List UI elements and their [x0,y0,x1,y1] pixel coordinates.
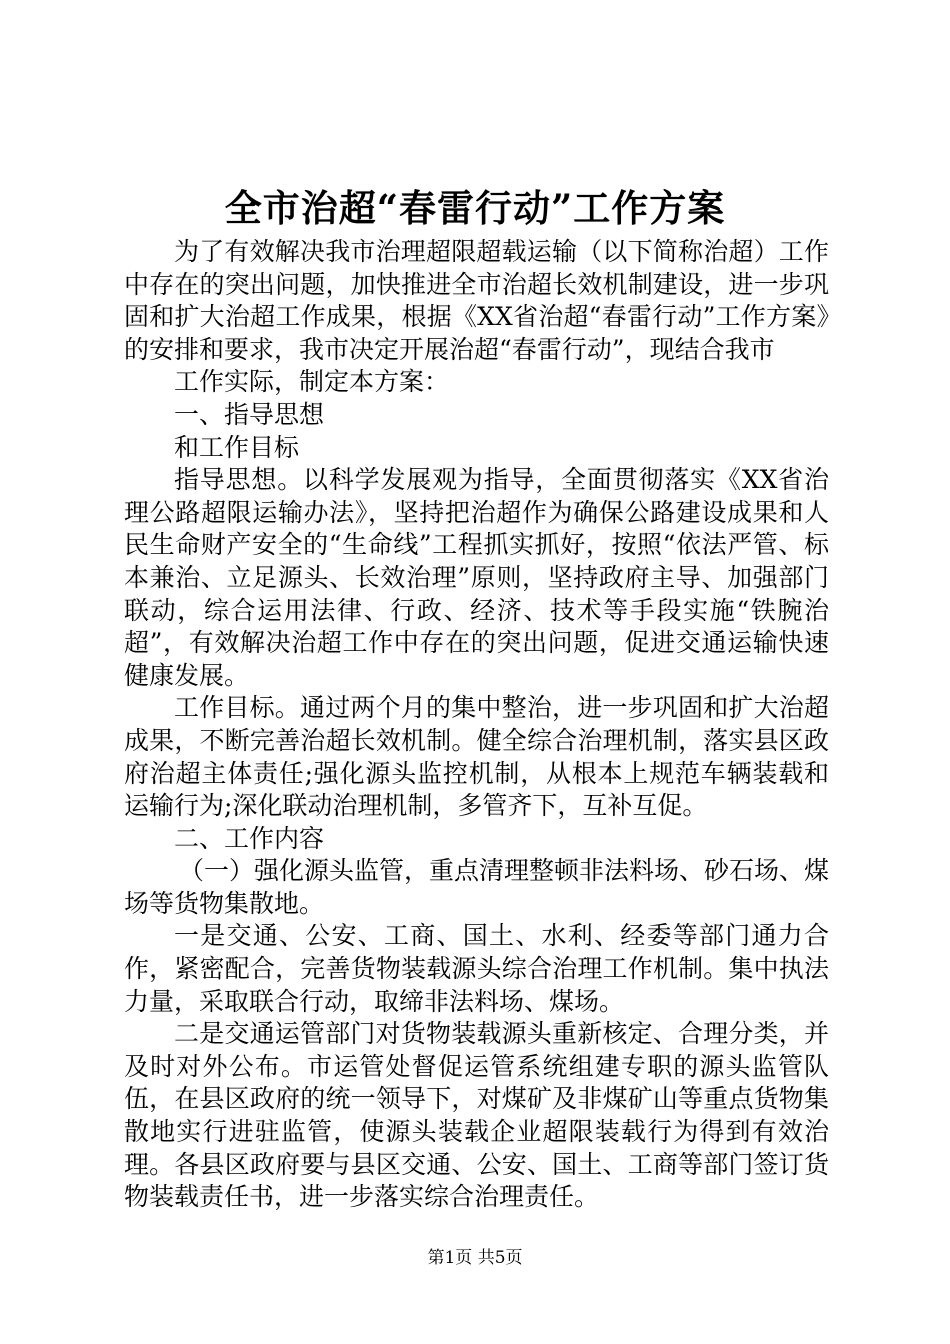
document-body [124,236,829,1214]
page-footer: 第1页 共5页 [427,1248,523,1268]
document-title: 全市治超“春雷行动”工作方案 [224,186,726,230]
paragraph-intro: 为了有效解决我市治理超限超载运输（以下简称治超）工作中存在的突出问题，加快推进全市治超长效机制建设，进一步巩固和扩大治超工作成果，根据《XX省治超“春雷行动”工作方案》的安排和要求，我市决定开展治超“春雷行动”，现结合我市 [124,237,829,364]
section-heading-guiding-thought: 一、指导思想 [174,399,325,429]
paragraph-intro-continued: 工作实际，制定本方案： [174,367,450,397]
paragraph-work-goal: 工作目标。通过两个月的集中整治，进一步巩固和扩大治超成果，不断完善治超长效机制。健全综合治理机制，落实县区政府治超主体责任;强化源头监控机制，从根本上规范车辆装载和运输行为;深化联动治理机制，多管齐下，互补互促。 [124,693,829,821]
subsection-source-supervision: （一）强化源头监管，重点清理整顿非法料场、砂石场、煤场等货物集散地。 [124,856,830,918]
section-heading-work-goal: 和工作目标 [174,432,300,462]
paragraph-item-two: 二是交通运管部门对货物装载源头重新核定、合理分类，并及时对外公布。市运管处督促运管系统组建专职的源头监管队伍，在县区政府的统一领导下，对煤矿及非煤矿山等重点货物集散地实行进驻监管，使源头装载企业超限装载行为得到有效治理。各县区政府要与县区交通、公安、国土、工商等部门签订货物装载责任书，进一步落实综合治理责任。 [124,1019,829,1212]
section-heading-work-content: 二、工作内容 [174,823,325,853]
paragraph-guiding-thought: 指导思想。以科学发展观为指导，全面贯彻落实《XX省治理公路超限运输办法》，坚持把治超作为确保公路建设成果和人民生命财产安全的“生命线”工程抓实抓好，按照“依法严管、标本兼治、立足源头、长效治理”原则，坚持政府主导、加强部门联动，综合运用法律、行政、经济、技术等手段实施“铁腕治超”，有效解决治超工作中存在的突出问题，促进交通运输快速健康发展。 [124,465,829,690]
paragraph-item-one: 一是交通、公安、工商、国土、水利、经委等部门通力合作，紧密配合，完善货物装载源头综合治理工作机制。集中执法力量，采取联合行动，取缔非法料场、煤场。 [124,921,829,1016]
